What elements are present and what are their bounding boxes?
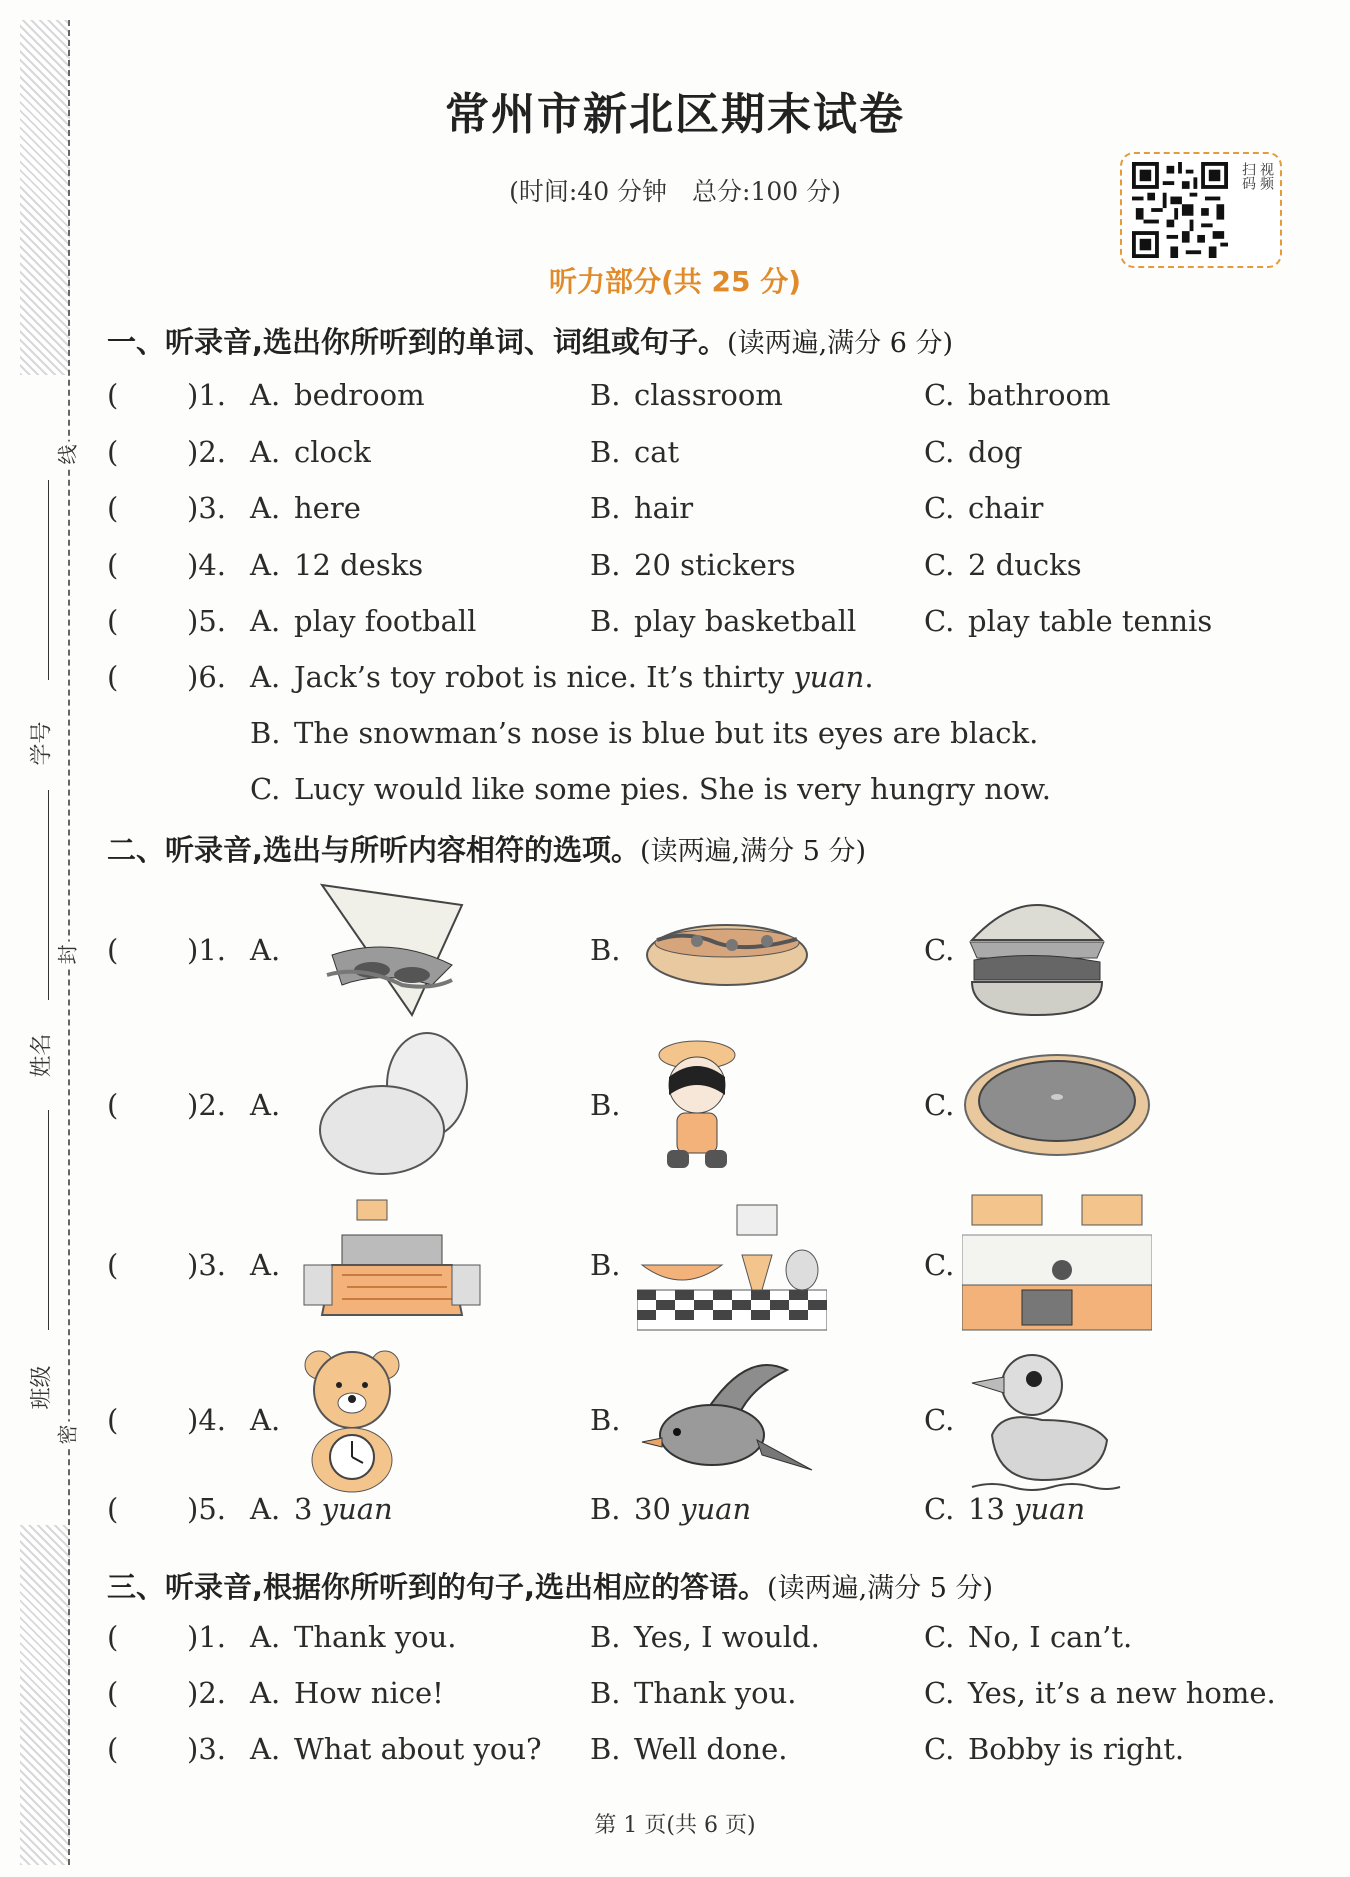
- answer-paren[interactable]: (: [107, 547, 119, 582]
- kitchen-picture: [962, 1190, 1152, 1335]
- question-number: )2.: [187, 1676, 226, 1710]
- seal-word-seal: 封: [52, 942, 81, 968]
- qr-code-icon: [1132, 162, 1228, 258]
- p2-q4-row: ( )4. A. B. C.: [107, 1345, 1257, 1495]
- option-b: B. cat: [590, 434, 680, 469]
- option-a: A. Thank you.: [250, 1620, 457, 1654]
- option-a: A. clock: [250, 434, 371, 469]
- part2-heading: 二、听录音,选出与所听内容相符的选项。(读两遍,满分 5 分): [107, 833, 867, 867]
- option-c: C. dog: [924, 434, 1023, 469]
- option-b: B. Thank you.: [590, 1676, 797, 1710]
- option-c: C. play table tennis: [924, 604, 1213, 638]
- p1-q6-option-c: C. Lucy would like some pies. She is very hungry now.: [250, 772, 1051, 806]
- option-c: C. bathroom: [924, 378, 1111, 412]
- seal-word-secret: 密: [52, 1422, 81, 1448]
- student-id-rule: [48, 480, 49, 680]
- option-b: B. hair: [590, 491, 694, 525]
- option-b: B. Yes, I would.: [590, 1620, 820, 1654]
- bird-picture: [637, 1350, 817, 1490]
- page-title: 常州市新北区期末试卷: [445, 89, 905, 140]
- exam-meta: (时间:40 分钟 总分:100 分): [509, 177, 841, 206]
- answer-paren[interactable]: (: [107, 378, 119, 412]
- hot-dog-picture: [637, 895, 817, 1005]
- answer-paren[interactable]: (: [107, 604, 119, 638]
- option-b: B. classroom: [590, 378, 783, 412]
- qr-code-box[interactable]: [1120, 152, 1282, 268]
- seal-word-line: 线: [52, 442, 81, 468]
- answer-paren[interactable]: (: [107, 434, 119, 469]
- exam-page: 线 封 密 学号 姓名 班级 常州市新北区期末试卷 (时间:40 分钟 总分:100 分) 视频 扫码 听力部分(共 25 分) 一、听录音,选出你所听到的单词、词组或句子。(读两遍,满分 6 分) ( )1. A. bedroom B. classroom C. bathroom ( )2. A. clock B. cat C. dog ( )3. A. here B. hair C. chair ( )4. A. 12 desks B. 20 stickers C. 2 ducks ( )5. A. play football B. play basketball C. play table tennis ( )6. A. Jack’s toy robot is nice. It’s thirty yuan. B. The snowman’s nose is blue but its eyes are black. C. Lucy would like some pies. She is very hungry now. 二、听录音,选出与所听内容相符的选项。(读两遍,满分 5 分) ( )1. A. B. C. ( )2. A. B. C. ( )3. A. B. C. ( )4. A. B. C. ( )5. A. 3 yuan B. 30 yuan C. 13 yuan 三、听录音,根据你所听到的句子,选出相应的答语。(读两遍,满分 5 分) ( )1. A. Thank you. B. Yes, I would. C. No, I can’t. ( )2. A. How nice! B. Thank you. C. Yes, it’s a new home. ( )3. A. What about you? B. Well done. C. Bobby is right. 第 1 页(共 6 页): [0, 0, 1350, 1877]
- answer-paren[interactable]: (: [107, 1676, 119, 1710]
- question-number: )1.: [187, 378, 226, 412]
- doll-picture: [637, 1035, 757, 1180]
- option-c: C. Yes, it’s a new home.: [924, 1676, 1276, 1710]
- option-a: A. play football: [250, 604, 477, 638]
- option-b: B. play basketball: [590, 604, 857, 638]
- answer-paren[interactable]: (: [107, 1620, 119, 1654]
- pie-picture: [962, 1045, 1152, 1160]
- name-label: 姓名: [29, 1033, 55, 1078]
- duck-picture: [962, 1345, 1122, 1495]
- p2-q1-row: ( )1. A. B. C.: [107, 875, 1257, 1025]
- answer-paren[interactable]: (: [107, 1732, 119, 1766]
- option-c: C. chair: [924, 491, 1044, 525]
- option-a: A. What about you?: [250, 1732, 542, 1766]
- name-rule: [48, 790, 49, 1000]
- eggs-picture: [302, 1030, 482, 1180]
- listening-section-title: 听力部分(共 25 分): [548, 265, 802, 298]
- option-a: A. bedroom: [250, 378, 425, 412]
- p2-q2-row: ( )2. A. B. C.: [107, 1030, 1257, 1180]
- part3-heading: 三、听录音,根据你所听到的句子,选出相应的答语。(读两遍,满分 5 分): [107, 1570, 994, 1604]
- question-number: )4.: [187, 547, 226, 582]
- option-c: C. No, I can’t.: [924, 1620, 1133, 1654]
- part1-heading: 一、听录音,选出你所听到的单词、词组或句子。(读两遍,满分 6 分): [107, 325, 954, 359]
- bathroom-picture: [637, 1195, 827, 1335]
- sandwich-picture: [302, 875, 482, 1025]
- option-c: C. 2 ducks: [924, 547, 1082, 582]
- page-footer: 第 1 页(共 6 页): [594, 1813, 756, 1838]
- option-b: B. Well done.: [590, 1732, 788, 1766]
- answer-paren[interactable]: (: [107, 491, 119, 525]
- bedroom-picture: [302, 1195, 482, 1335]
- option-a: A. 12 desks: [250, 547, 424, 582]
- teddy-bear-clock-picture: [297, 1345, 407, 1495]
- question-number: )3.: [187, 1732, 226, 1766]
- qr-caption: 视频 扫码: [1240, 162, 1274, 190]
- hamburger-picture: [962, 880, 1112, 1025]
- option-a: A. How nice!: [250, 1676, 444, 1710]
- class-rule: [48, 1110, 49, 1330]
- question-number: )2.: [187, 434, 226, 469]
- p2-q3-row: ( )3. A. B. C.: [107, 1190, 1257, 1340]
- question-number: )5.: [187, 604, 226, 638]
- option-a: A. here: [250, 491, 361, 525]
- question-number: )1.: [187, 1620, 226, 1654]
- option-b: B. 20 stickers: [590, 547, 796, 582]
- option-c: C. Bobby is right.: [924, 1732, 1185, 1766]
- student-id-label: 学号: [29, 721, 55, 766]
- p1-q6-option-b: B. The snowman’s nose is blue but its eyes are black.: [250, 716, 1039, 750]
- class-label: 班级: [29, 1365, 55, 1410]
- question-number: )3.: [187, 491, 226, 525]
